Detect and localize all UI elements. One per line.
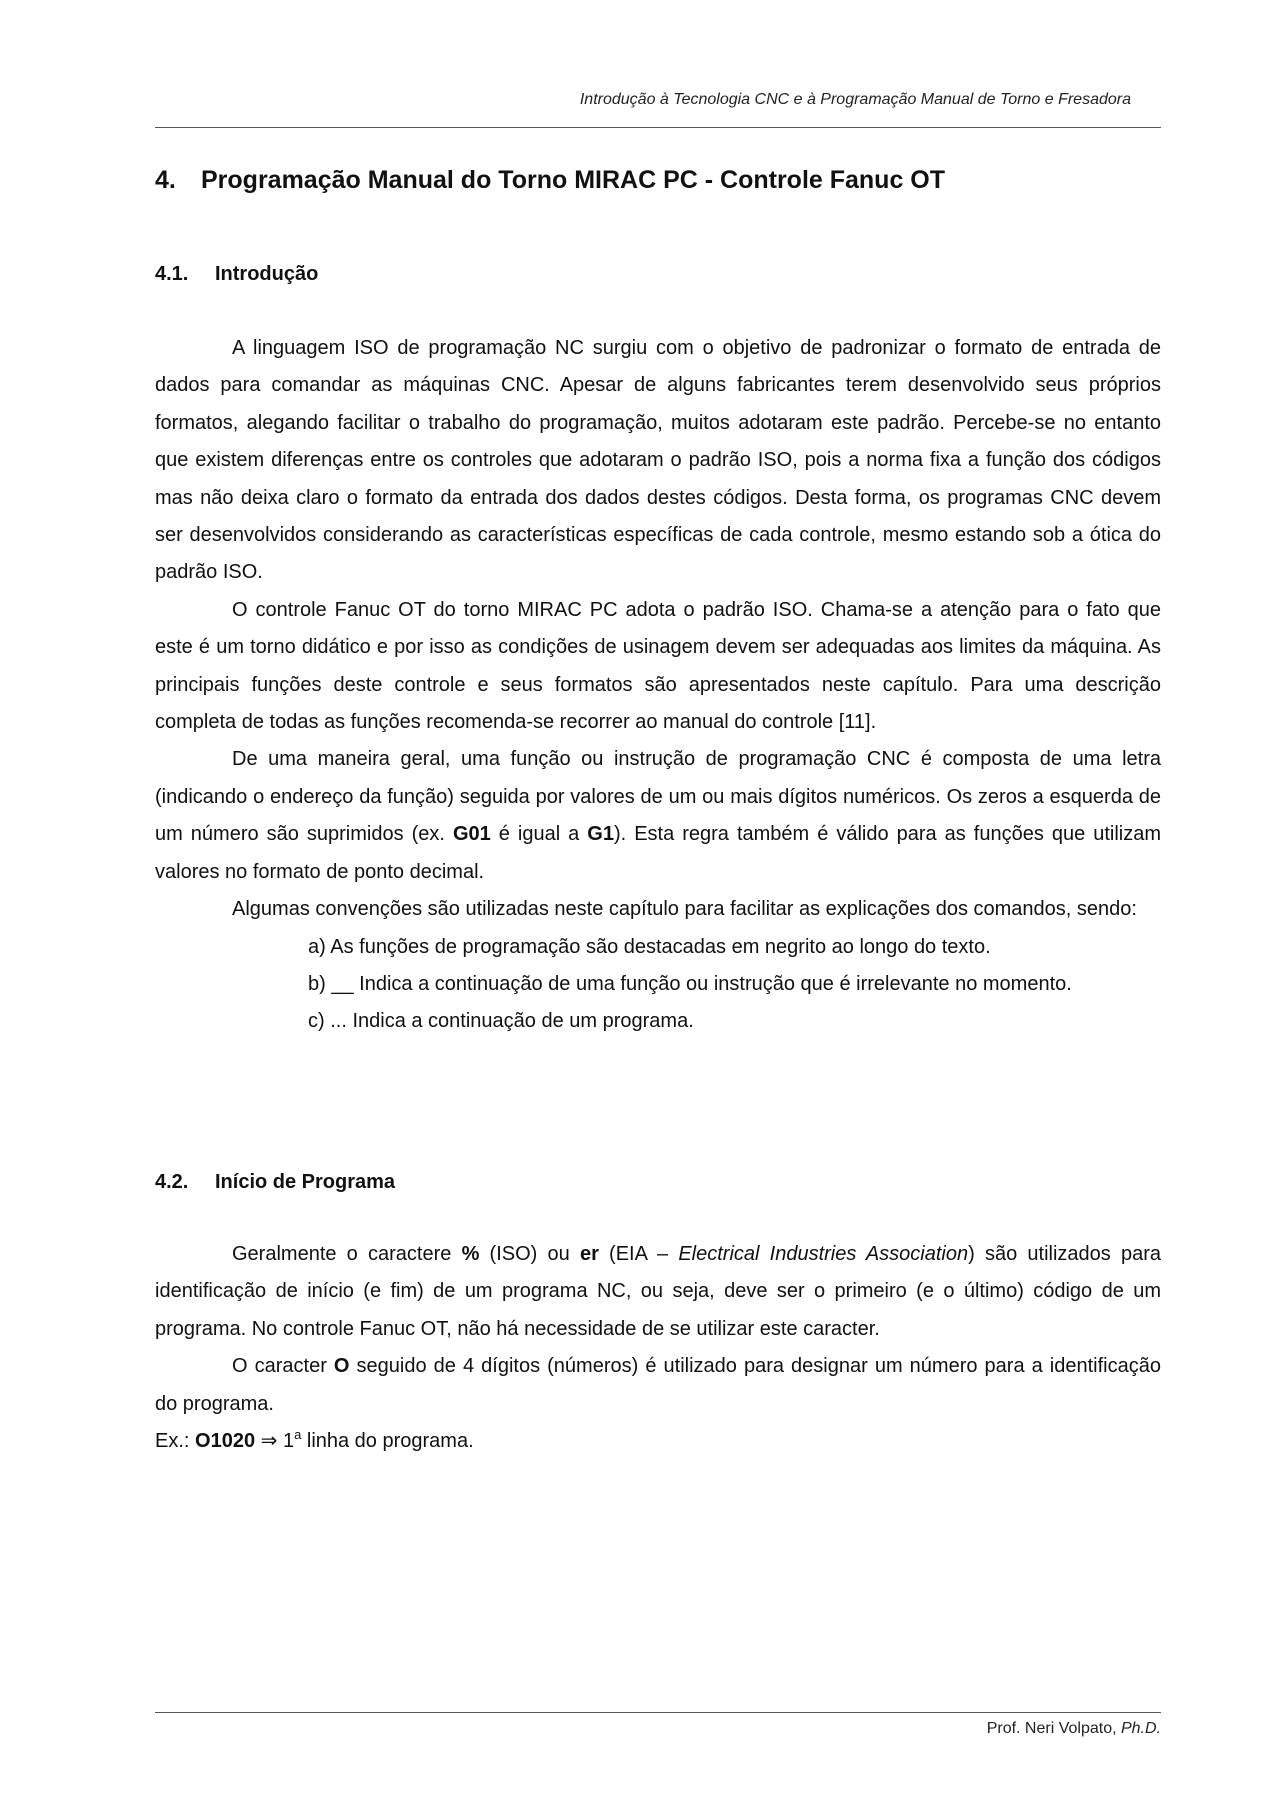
section-title: Início de Programa [215, 1171, 396, 1193]
list-item: b) __ Indica a continuação de uma função ou instrução que é irrelevante no momento. [308, 972, 1072, 995]
header-rule [155, 127, 1161, 128]
paragraph: O caracter O seguido de 4 dígitos (números) é utilizado para designar um número para a identificação do programa. [155, 1355, 1161, 1415]
section-number: 4.2. [155, 1171, 189, 1193]
chapter-number: 4. [155, 166, 176, 194]
paragraph: O controle Fanuc OT do torno MIRAC PC adota o padrão ISO. Chama-se a atenção para o fato que este é um torno didático e por isso as condições de usinagem devem ser adequadas aos limites da máquina. As principais funções deste controle e seus formatos são apresentados neste capítulo. Para uma descrição completa de todas as funções recomenda-se recorrer ao manual do controle [11]. [155, 598, 1161, 734]
eia-name: Electrical Industries Association [678, 1243, 969, 1265]
list-item: a) As funções de programação são destacadas em negrito ao longo do texto. [308, 935, 991, 958]
section-title: Introdução [215, 263, 319, 285]
footer-author: Prof. Neri Volpato, Ph.D. [986, 1720, 1161, 1737]
document-page [155, 0, 1161, 1811]
footer-rule [155, 1712, 1161, 1713]
section-body-inicio [155, 1236, 1161, 1460]
section-number: 4.1. [155, 263, 189, 285]
paragraph: Geralmente o caractere % (ISO) ou er (EIA – Electrical Industries Association) são utilizados para identificação de início (e fim) de um programa NC, ou seja, deve ser o primeiro (e o último) código de um programa. No controle Fanuc OT, não há necessidade de se utilizar este caracter. [155, 1243, 1161, 1340]
section-body-introducao [155, 330, 1161, 1041]
running-header: Introdução à Tecnologia CNC e à Programação Manual de Torno e Fresadora [579, 91, 1131, 108]
arrow-icon: ⇒ 1 [255, 1430, 295, 1453]
chapter-heading [155, 166, 945, 195]
code-o: O [333, 1355, 350, 1378]
section-heading-inicio-de-programa [155, 1171, 395, 1194]
list-item: c) ... Indica a continuação de um programa. [308, 1010, 694, 1033]
code-g01: G01 [452, 823, 491, 846]
paragraph: Algumas convenções são utilizadas neste capítulo para facilitar as explicações dos comandos, sendo: [232, 898, 1137, 921]
code-g1: G1 [587, 823, 614, 846]
section-heading-introducao [155, 263, 318, 286]
example-line: Ex.: O1020 ⇒ 1$^a$ linha do programa. [155, 1427, 474, 1453]
code-o1020: O1020 [195, 1430, 256, 1453]
code-er: er [579, 1243, 599, 1265]
code-percent: % [461, 1243, 480, 1265]
paragraph: De uma maneira geral, uma função ou instrução de programação CNC é composta de uma letra (indicando o endereço da função) seguida por valores de um ou mais dígitos numéricos. Os zeros a esquerda de um número são suprimidos (ex. G01 é igual a G1). Esta regra também é válido para as funções que utilizam valores no formato de ponto decimal. [155, 748, 1161, 883]
chapter-title: Programação Manual do Torno MIRAC PC - Controle Fanuc OT [201, 166, 946, 194]
paragraph: A linguagem ISO de programação NC surgiu com o objetivo de padronizar o formato de entrada de dados para comandar as máquinas CNC. Apesar de alguns fabricantes terem desenvolvido seus próprios formatos, alegando facilitar o trabalho do programação, muitos adotaram este padrão. Percebe-se no entanto que existem diferenças entre os controles que adotaram o padrão ISO, pois a norma fixa a função dos códigos mas não deixa claro o formato da entrada dos dados destes códigos. Desta forma, os programas CNC devem ser desenvolvidos considerando as características específicas de cada controle, mesmo estando sob a ótica do padrão ISO. [155, 337, 1161, 584]
